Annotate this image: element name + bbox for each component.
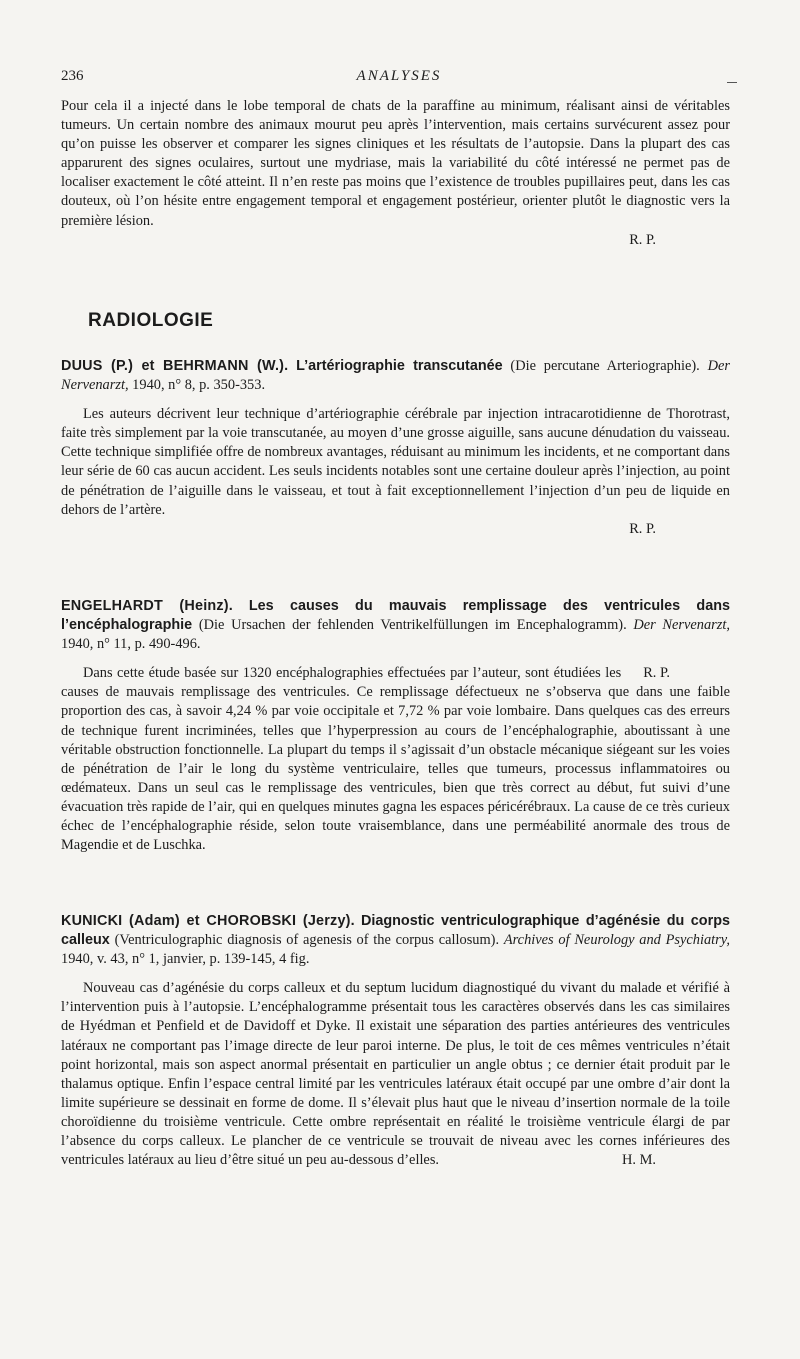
- entry-engelhardt: [61, 597, 730, 855]
- entry-body: Nouveau cas d’agénésie du corps calleux et du septum lucidum diagnostiqué du vivant du malade et vérifié à l’intervention puis à l’autopsie. L’encéphalogramme présentait tous les caractères observés dans les cas similaires de Hyédman et Penfield et de Davidoff et Dyke. Il existait une séparation des parties antérieures des ventricules latéraux ne comportant pas l’image directe de leur paroi interne. De plus, le toit de ces mêmes ventricules n’était point horizontal, mais son aspect anormal présentait en particulier un angle obtus ; ce dernier était produit par le thalamus optique. Enfin l’espace central limité par les ventricules latéraux était occupé par une ombre d’air dont la limite supérieure se dessinait en forme de dome. Il s’élevait plus haut que le niveau d’insertion normale de la toile choroïdienne du troisième ventricule. Cette ombre représentait en réalité le troisième ventricule élargi de par l’absence du corps calleux. Le plancher de ce ventricule se trouvait de niveau avec les cornes inférieures des ventricules latéraux au lieu d’être situé un peu au-dessous d’elles.: [61, 980, 730, 1169]
- entry-title: Diagnostic ventriculographique d’agénésie du corps calleux: [61, 913, 730, 949]
- entry-authors: ENGELHARDT (Heinz).: [61, 598, 233, 614]
- entry-body: [61, 664, 730, 855]
- entry-duus: [61, 357, 730, 539]
- entry-title: Les causes du mauvais remplissage des ventricules dans l’encéphalographie: [61, 598, 730, 634]
- page-number: 236: [61, 68, 84, 84]
- running-head: ANALYSES: [356, 68, 442, 84]
- entry-body-text: Dans cette étude basée sur 1320 encéphalographies effectuées par l’auteur, sont étudiées les causes de mauvais remplissage des ventricules. Ce remplissage défectueux ne s’observa que dans une faible proportion des cas, à savoir 4,24 % par voie occipitale et 7,72 % par voie lombaire. Dans quelques cas des erreurs de technique furent incriminées, telles que l’hyperpression au cours de l’encéphalographie, aboutissant à une véritable obstruction fonctionnelle. La plupart du temps il s’agissait d’un obstacle mécanique siégeant sur les voies de pénétration de l’air le long du système ventriculaire, telles que tumeurs, processus inflammatoires ou œdémateux. Dans un seul cas le remplissage des ventricules, bien que très correct au début, fut suivi d’une évacuation très rapide de l’air, qui en quelques minutes gagna les espaces péricérébraux. La cause de ce très curieux échec de l’encéphalographie réside, selon toute vraisemblance, dans une perméabilité anormale des trous de Magendie et de Luschka.: [61, 665, 730, 854]
- entry-citation: 1940, v. 43, n° 1, janvier, p. 139-145, 4 fig.: [61, 951, 310, 968]
- header-rule: [727, 82, 737, 83]
- entry-journal: Der Nervenarzt,: [633, 617, 730, 634]
- entry-citation: 1940, n° 8, p. 350-353.: [132, 377, 266, 394]
- entry-journal: Der Nervenarzt,: [61, 358, 730, 394]
- entry-citation: 1940, n° 11, p. 490-496.: [61, 636, 201, 653]
- entry-original-title: (Die Ursachen der fehlenden Ventrikelfüllungen im Encephalogramm).: [198, 617, 627, 634]
- entry-journal: Archives of Neurology and Psychiatry,: [503, 932, 730, 949]
- continuation-initials: R. P.: [629, 231, 656, 248]
- entry-initials: R. P.: [629, 520, 656, 537]
- entry-authors: DUUS (P.) et BEHRMANN (W.).: [61, 358, 289, 374]
- entry-initials: R. P.: [643, 665, 670, 682]
- entry-original-title: (Ventriculographic diagnosis of agenesis of the corpus callosum).: [114, 932, 500, 949]
- section-title: RADIOLOGIE: [88, 310, 214, 331]
- entry-kunicki: [61, 912, 730, 1170]
- continuation-paragraph: Pour cela il a injecté dans le lobe temporal de chats de la paraffine au minimum, réalisant ainsi de véritables tumeurs. Un certain nombre des animaux mourut peu après l’intervention, mais certains survécurent assez pour qu’on puisse les observer et comparer les signes cliniques et les résultats de l’autopsie. Dans la plupart des cas apparurent des signes oculaires, surtout une mydriase, mais la variabilité du côté intéressé ne permet pas de localiser exactement le côté atteint. Il n’en reste pas moins que l’existence de troubles pupillaires peut, dans les cas douteux, où l’on hésite entre engagement temporal et engagement postérieur, orienter plutôt le diagnostic vers la première lésion.: [61, 98, 730, 229]
- entry-header: [61, 597, 730, 654]
- entry-header: [61, 357, 730, 395]
- continuation-block: [61, 97, 730, 250]
- entry-title: L’artériographie transcutanée: [296, 358, 503, 374]
- entry-authors: KUNICKI (Adam) et CHOROBSKI (Jerzy).: [61, 913, 355, 929]
- entry-original-title: (Die percutane Arteriographie).: [510, 358, 700, 374]
- page-header: [61, 68, 737, 90]
- entry-initials: H. M.: [622, 1152, 656, 1169]
- entry-body: Les auteurs décrivent leur technique d’artériographie cérébrale par injection intracarotidienne de Thorotrast, faite très simplement par la voie transcutanée, au moyen d’une grosse aiguille, sans aucune dénudation du vaisseau. Cette technique simplifiée offre de nombreux avantages, réduisant au minimum les incidents, et ne comportant dans leur série de 60 cas aucun accident. Les seuls incidents notables sont une certaine douleur après l’injection, au point de pénétration de l’aiguille dans le vaisseau, et tout à fait exceptionnellement l’injection d’un peu de liquide en dehors de l’artère.: [61, 406, 730, 518]
- entry-header: [61, 912, 730, 969]
